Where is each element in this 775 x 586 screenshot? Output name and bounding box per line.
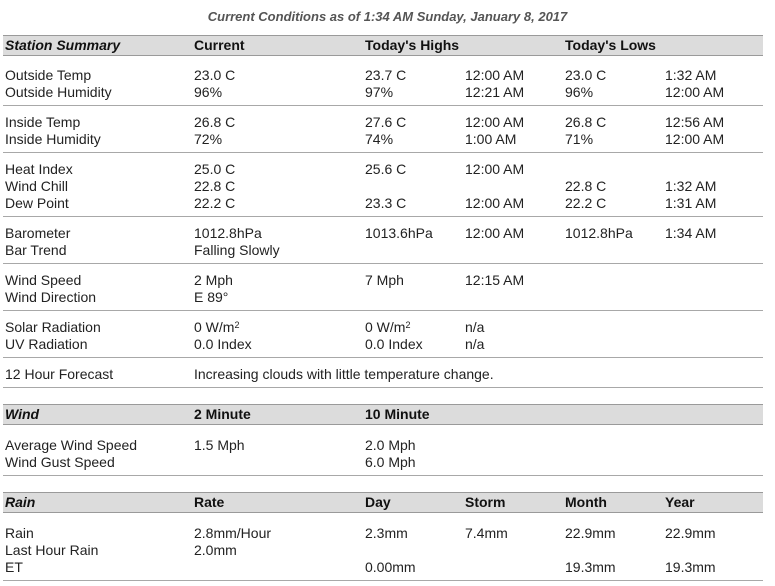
row-divider [3,580,763,581]
forecast-label: 12 Hour Forecast [5,366,114,382]
outside-temp-high: 23.7 C [365,67,407,83]
forecast-text: Increasing clouds with little temperature change. [194,366,494,382]
barometer-low: 1012.8hPa [565,225,633,241]
average-wind-speed-label: Average Wind Speed [5,437,138,453]
wind-speed-high-time: 12:15 AM [465,272,525,288]
wind-direction-label: Wind Direction [5,289,97,305]
average-wind-speed-10min: 2.0 Mph [365,437,416,453]
barometer-label: Barometer [5,225,71,241]
rain-year: 22.9mm [665,525,716,541]
two-minute-column-header: 2 Minute [194,406,251,422]
uv-radiation-high-time: n/a [465,336,485,352]
uv-radiation-current: 0.0 Index [194,336,252,352]
outside-temp-high-time: 12:00 AM [465,67,525,83]
row-divider [3,475,763,476]
rain-heading: Rain [5,494,36,510]
inside-temp-low-time: 12:56 AM [665,114,725,130]
inside-humidity-label: Inside Humidity [5,131,101,147]
barometer-current: 1012.8hPa [194,225,262,241]
outside-temp-low: 23.0 C [565,67,607,83]
heat-index-high: 25.6 C [365,161,407,177]
rain-month: 22.9mm [565,525,616,541]
wind-chill-low-time: 1:32 AM [665,178,717,194]
dew-point-low: 22.2 C [565,195,607,211]
inside-humidity-low: 71% [565,131,594,147]
row-divider [3,263,763,264]
day-column-header: Day [365,494,391,510]
rain-day: 2.3mm [365,525,408,541]
outside-humidity-label: Outside Humidity [5,84,112,100]
rain-label: Rain [5,525,34,541]
dew-point-low-time: 1:31 AM [665,195,717,211]
et-year: 19.3mm [665,559,716,575]
inside-humidity-low-time: 12:00 AM [665,131,725,147]
inside-humidity-high-time: 1:00 AM [465,131,517,147]
station-summary-header [3,35,763,56]
average-wind-speed-2min: 1.5 Mph [194,437,245,453]
year-column-header: Year [665,494,695,510]
row-divider [3,387,763,388]
month-column-header: Month [565,494,607,510]
outside-humidity-high-time: 12:21 AM [465,84,525,100]
solar-radiation-high-value: 0 W/m [365,319,406,335]
wind-speed-label: Wind Speed [5,272,82,288]
inside-temp-current: 26.8 C [194,114,236,130]
dew-point-high-time: 12:00 AM [465,195,525,211]
outside-temp-label: Outside Temp [5,67,92,83]
row-divider [3,310,763,311]
lows-column-header: Today's Lows [565,37,656,53]
outside-temp-current: 23.0 C [194,67,236,83]
rain-storm: 7.4mm [465,525,508,541]
outside-humidity-low: 96% [565,84,594,100]
page-title: Current Conditions as of 1:34 AM Sunday, January 8, 2017 [207,9,568,24]
inside-temp-low: 26.8 C [565,114,607,130]
bar-trend-label: Bar Trend [5,242,67,258]
last-hour-rain-label: Last Hour Rain [5,542,99,558]
ten-minute-column-header: 10 Minute [365,406,430,422]
storm-column-header: Storm [465,494,506,510]
wind-speed-current: 2 Mph [194,272,233,288]
row-divider [3,105,763,106]
uv-radiation-high: 0.0 Index [365,336,423,352]
solar-radiation-high [365,319,410,336]
solar-radiation-current [194,319,239,336]
barometer-high-time: 12:00 AM [465,225,525,241]
dew-point-label: Dew Point [5,195,69,211]
outside-humidity-high: 97% [365,84,394,100]
rate-column-header: Rate [194,494,225,510]
inside-humidity-current: 72% [194,131,223,147]
et-day: 0.00mm [365,559,416,575]
wind-direction-current: E 89° [194,289,229,305]
wind-gust-speed-10min: 6.0 Mph [365,454,416,470]
wind-heading: Wind [5,406,40,422]
rain-rate: 2.8mm/Hour [194,525,272,541]
wind-chill-current: 22.8 C [194,178,236,194]
barometer-low-time: 1:34 AM [665,225,717,241]
inside-temp-high: 27.6 C [365,114,407,130]
row-divider [3,152,763,153]
wind-chill-low: 22.8 C [565,178,607,194]
heat-index-label: Heat Index [5,161,73,177]
barometer-high: 1013.6hPa [365,225,433,241]
station-summary-heading: Station Summary [5,37,121,53]
heat-index-current: 25.0 C [194,161,236,177]
heat-index-high-time: 12:00 AM [465,161,525,177]
uv-radiation-label: UV Radiation [5,336,88,352]
wind-gust-speed-label: Wind Gust Speed [5,454,115,470]
wind-chill-label: Wind Chill [5,178,69,194]
current-column-header: Current [194,37,245,53]
solar-radiation-high-exponent: 2 [405,320,411,330]
last-hour-rain-rate: 2.0mm [194,542,237,558]
inside-humidity-high: 74% [365,131,394,147]
row-divider [3,216,763,217]
highs-column-header: Today's Highs [365,37,460,53]
outside-humidity-current: 96% [194,84,223,100]
inside-temp-high-time: 12:00 AM [465,114,525,130]
outside-temp-low-time: 1:32 AM [665,67,717,83]
outside-humidity-low-time: 12:00 AM [665,84,725,100]
row-divider [3,357,763,358]
solar-radiation-current-value: 0 W/m [194,319,235,335]
rain-header [3,492,763,513]
solar-radiation-label: Solar Radiation [5,319,101,335]
dew-point-high: 23.3 C [365,195,407,211]
et-month: 19.3mm [565,559,616,575]
et-label: ET [5,559,23,575]
dew-point-current: 22.2 C [194,195,236,211]
inside-temp-label: Inside Temp [5,114,81,130]
bar-trend-current: Falling Slowly [194,242,280,258]
wind-header [3,404,763,425]
solar-radiation-current-exponent: 2 [234,320,240,330]
solar-radiation-high-time: n/a [465,319,485,335]
wind-speed-high: 7 Mph [365,272,404,288]
